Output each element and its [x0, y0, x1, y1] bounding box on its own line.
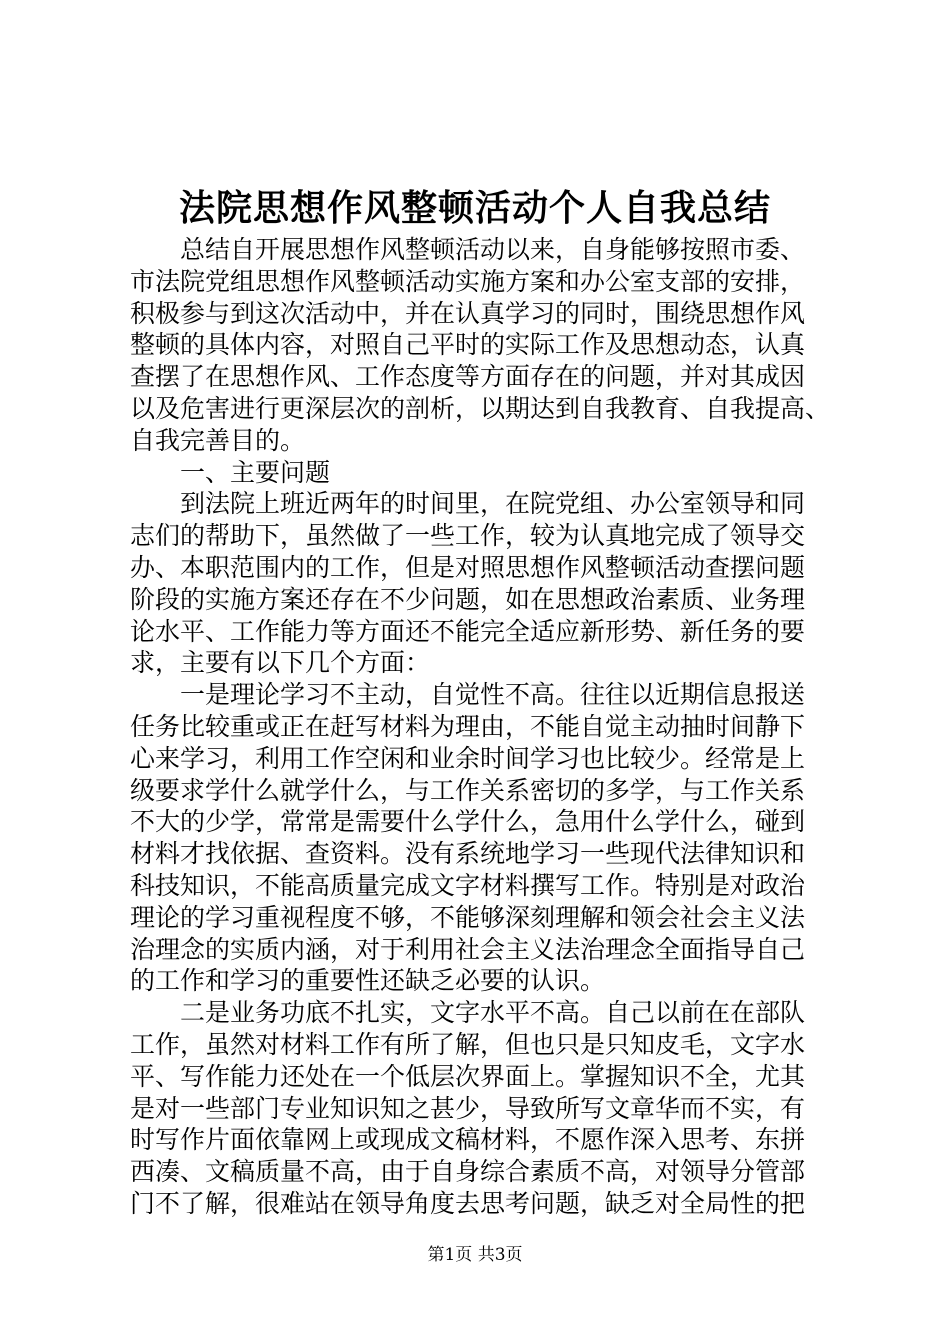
text-line: 治理念的实质内涵，对于利用社会主义法治理念全面指导自己 — [130, 934, 806, 964]
text-line: 工作，虽然对材料工作有所了解，但也只是只知皮毛，文字水 — [130, 1029, 806, 1059]
text-line: 积极参与到这次活动中，并在认真学习的同时，围绕思想作风 — [130, 298, 806, 328]
text-line: 是对一些部门专业知识知之甚少，导致所写文章华而不实，有 — [130, 1093, 806, 1123]
text-line: 以及危害进行更深层次的剖析，以期达到自我教育、自我提高、 — [130, 393, 831, 423]
text-line: 科技知识，不能高质量完成文字材料撰写工作。特别是对政治 — [130, 870, 806, 900]
text-line: 材料才找依据、查资料。没有系统地学习一些现代法律知识和 — [130, 839, 806, 869]
text-line: 到法院上班近两年的时间里，在院党组、办公室领导和同 — [180, 489, 806, 519]
document-title: 法院思想作风整顿活动个人自我总结 — [178, 187, 771, 229]
text-line: 总结自开展思想作风整顿活动以来，自身能够按照市委、 — [180, 235, 806, 264]
text-line: 门不了解，很难站在领导角度去思考问题，缺乏对全局性的把 — [130, 1188, 806, 1218]
text-line: 志们的帮助下，虽然做了一些工作，较为认真地完成了领导交 — [130, 521, 806, 551]
text-line: 西凑、文稿质量不高，由于自身综合素质不高，对领导分管部 — [130, 1157, 806, 1187]
text-line: 阶段的实施方案还存在不少问题，如在思想政治素质、业务理 — [130, 584, 806, 614]
text-line: 二是业务功底不扎实，文字水平不高。自己以前在在部队 — [180, 998, 806, 1028]
text-line: 求，主要有以下几个方面： — [130, 648, 431, 678]
text-line: 理论的学习重视程度不够，不能够深刻理解和领会社会主义法 — [130, 902, 806, 932]
text-line: 的工作和学习的重要性还缺乏必要的认识。 — [130, 966, 606, 996]
document-body — [130, 234, 850, 1220]
text-line: 办、本职范围内的工作，但是对照思想作风整顿活动查摆问题 — [130, 552, 806, 582]
text-line: 论水平、工作能力等方面还不能完全适应新形势、新任务的要 — [130, 616, 806, 646]
text-line: 不大的少学，常常是需要什么学什么，急用什么学什么，碰到 — [130, 807, 806, 837]
text-line: 一是理论学习不主动，自觉性不高。往往以近期信息报送 — [180, 680, 806, 710]
text-line: 平、写作能力还处在一个低层次界面上。掌握知识不全，尤其 — [130, 1061, 806, 1091]
text-line: 级要求学什么就学什么，与工作关系密切的多学，与工作关系 — [130, 775, 806, 805]
page-footer: 第1页 共3页 — [427, 1245, 523, 1265]
text-line: 任务比较重或正在赶写材料为理由，不能自觉主动抽时间静下 — [130, 711, 806, 741]
text-line: 整顿的具体内容，对照自己平时的实际工作及思想动态，认真 — [130, 330, 806, 360]
text-line: 心来学习，利用工作空闲和业余时间学习也比较少。经常是上 — [130, 743, 806, 773]
text-line: 查摆了在思想作风、工作态度等方面存在的问题，并对其成因 — [130, 362, 806, 392]
text-line: 自我完善目的。 — [130, 425, 306, 455]
section-heading: 一、主要问题 — [180, 457, 331, 487]
text-line: 市法院党组思想作风整顿活动实施方案和办公室支部的安排， — [130, 266, 806, 296]
text-line: 时写作片面依靠网上或现成文稿材料，不愿作深入思考、东拼 — [130, 1125, 806, 1155]
